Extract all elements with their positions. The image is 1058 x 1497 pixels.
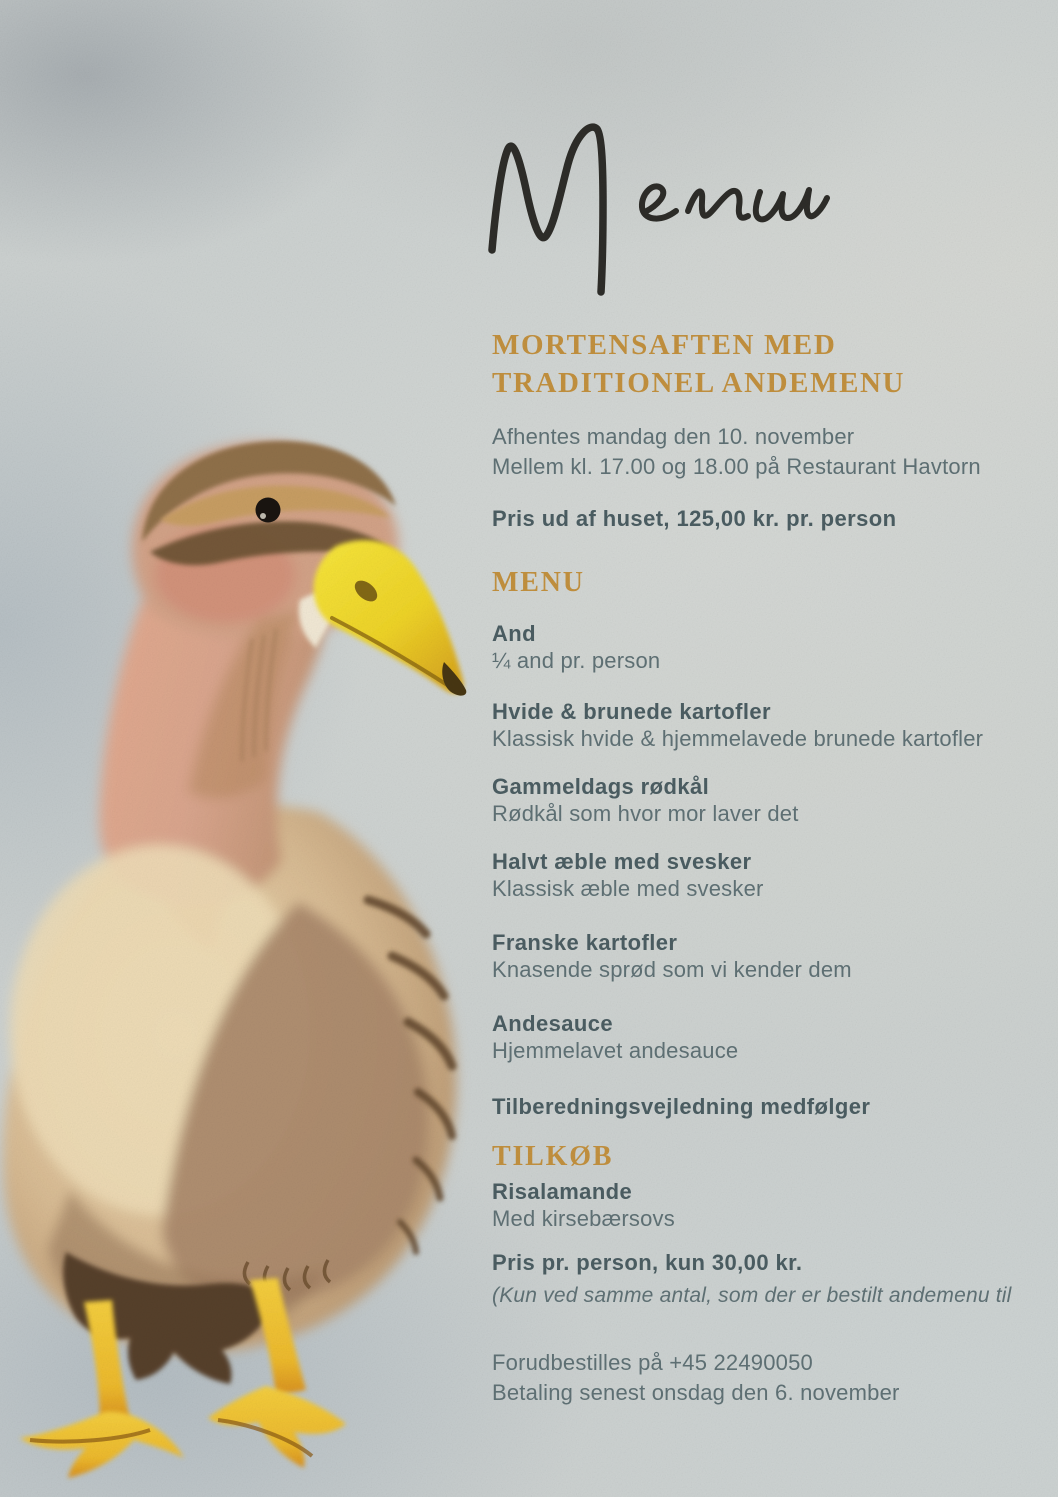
menu-item-name: Franske kartofler <box>492 930 678 955</box>
menu-item-name: Halvt æble med svesker <box>492 849 752 874</box>
pickup-info <box>492 422 1037 482</box>
takeaway-price: Pris ud af huset, 125,00 kr. pr. person <box>492 506 897 531</box>
script-title <box>478 116 838 311</box>
main-heading-line1: MORTENSAFTEN MED <box>492 329 837 361</box>
menu-item-desc: Klassisk hvide & hjemmelavede brunede kartofler <box>492 726 984 751</box>
menu-item-desc: Knasende sprød som vi kender dem <box>492 957 852 982</box>
menu-item <box>492 698 1037 752</box>
script-letter-n <box>688 191 748 218</box>
menu-item <box>492 773 1037 827</box>
menu-item <box>492 848 1037 902</box>
menu-item-desc: Hjemmelavet andesauce <box>492 1038 739 1063</box>
menu-item-desc: Rødkål som hvor mor laver det <box>492 801 799 826</box>
order-phone-line: Forudbestilles på +45 22490050 <box>492 1350 813 1375</box>
footer-info <box>492 1348 1037 1408</box>
script-letter-M <box>492 127 603 292</box>
menu-item-name: And <box>492 621 536 646</box>
menu-item-name: Andesauce <box>492 1011 613 1036</box>
menu-item <box>492 1010 1037 1064</box>
main-heading-line2: TRADITIONEL ANDEMENU <box>492 367 906 399</box>
menu-item-name: Hvide & brunede kartofler <box>492 699 771 724</box>
menu-item <box>492 620 1037 674</box>
pickup-line2: Mellem kl. 17.00 og 18.00 på Restaurant Havtorn <box>492 454 981 479</box>
script-letter-e <box>642 186 676 218</box>
menu-item-desc: ¼ and pr. person <box>492 648 661 673</box>
tilkob-item-name: Risalamande <box>492 1179 633 1204</box>
tilkob-item-desc: Med kirsebærsovs <box>492 1206 675 1231</box>
menu-item-name: Gammeldags rødkål <box>492 774 710 799</box>
duck-eye <box>256 498 281 523</box>
main-heading <box>492 326 1037 402</box>
tilkob-item <box>492 1178 1037 1232</box>
duck-beak <box>314 540 464 694</box>
tilkob-price: Pris pr. person, kun 30,00 kr. <box>492 1250 803 1275</box>
menu-item <box>492 929 1037 983</box>
payment-deadline-line: Betaling senest onsdag den 6. november <box>492 1380 900 1405</box>
menu-section-title: MENU <box>492 567 585 598</box>
menu-item-desc: Klassisk æble med svesker <box>492 876 764 901</box>
tilkob-section-title: TILKØB <box>492 1141 614 1172</box>
script-letter-u <box>756 190 827 219</box>
preparation-note: Tilberedningsvejledning medfølger <box>492 1094 871 1119</box>
pickup-line1: Afhentes mandag den 10. november <box>492 424 855 449</box>
tilkob-price-note: (Kun ved samme antal, som der er bestilt andemenu til <box>492 1284 1012 1307</box>
